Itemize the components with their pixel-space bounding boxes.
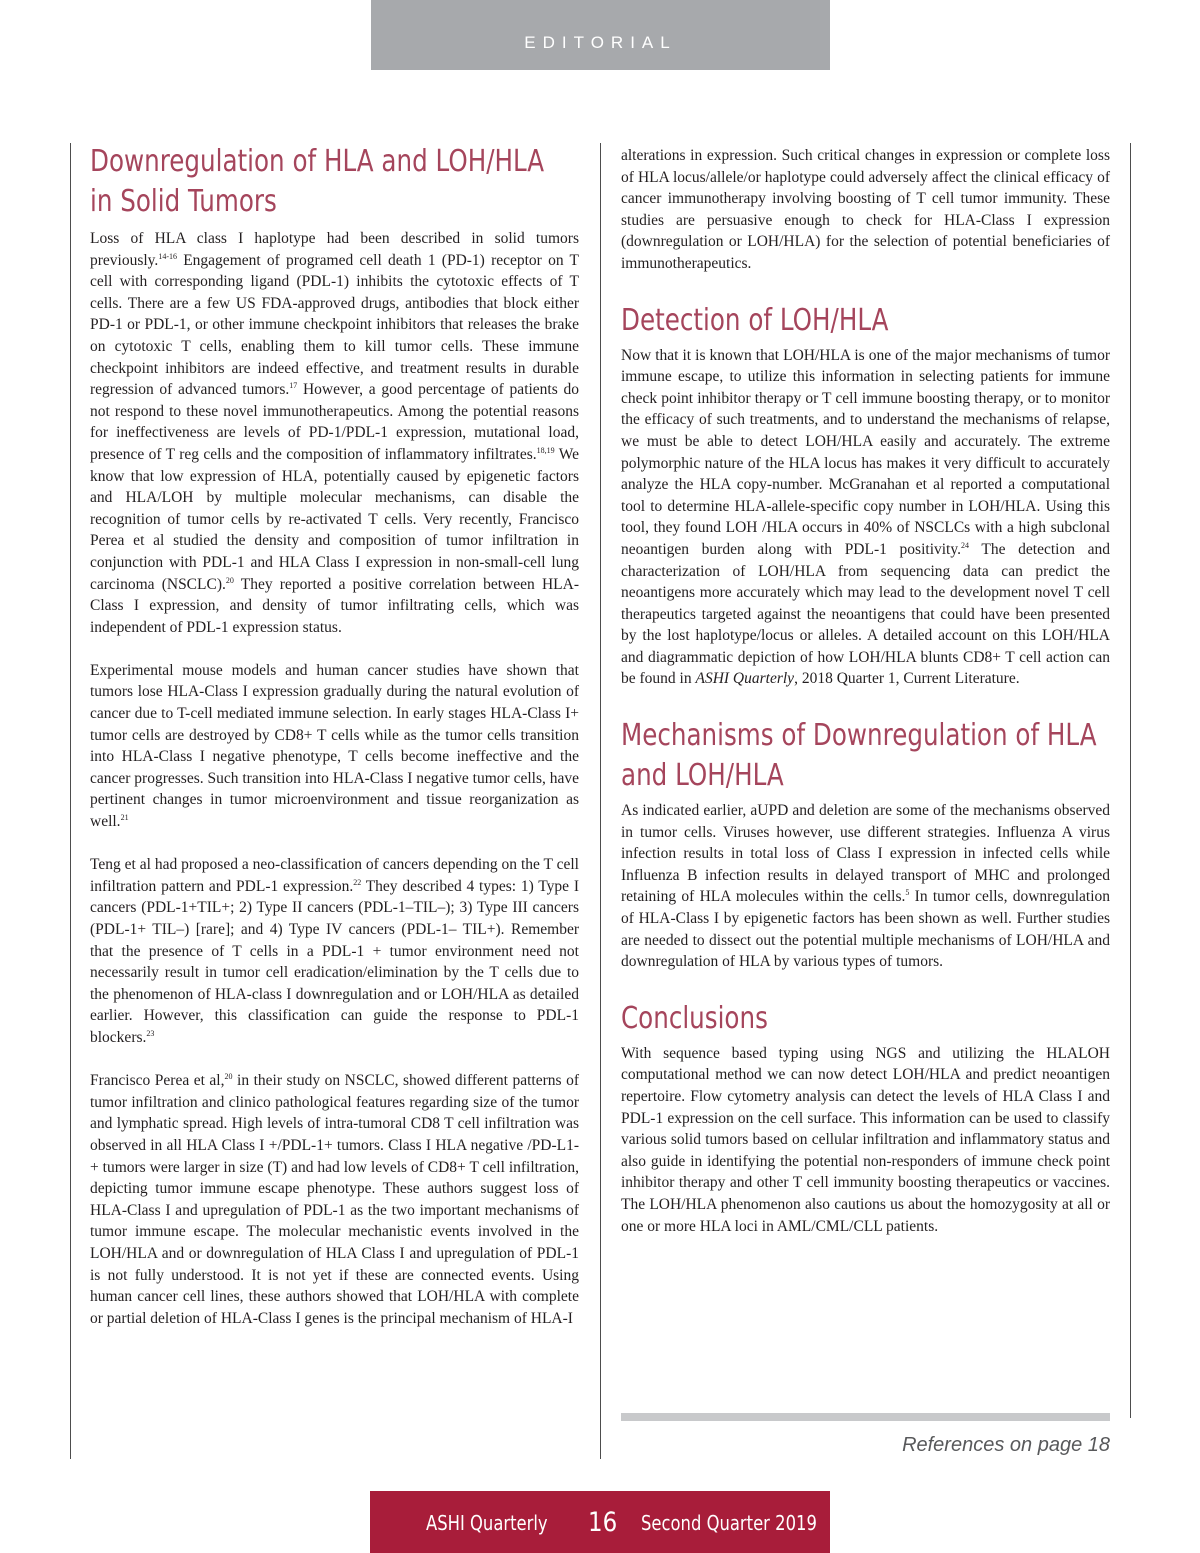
footer-issue: Second Quarter 2019	[641, 1511, 817, 1535]
heading-line: and LOH/HLA	[621, 758, 784, 794]
paragraph: Teng et al had proposed a neo-classification of cancers depending on the T cell infiltration pattern and PDL-1 expression.$^{22}$ They described 4 types: 1) Type I cancers (PDL-1+TIL+; 2) Type II cancers (PDL-1–TIL–); 3) Type III cancers (PDL-1+ TIL–) [rare]; and 4) Type IV cancers (PDL-1– TIL+). Remember that the presence of T cells in a PDL-1 + tumor environment need not necessarily result in tumor cell eradication/elimination by the T cells due to the phenomenon of HLA-class I downregulation and or LOH/HLA as detailed earlier. However, this classification can guide the response to PDL-1 blockers.$^{23}$	[90, 856, 579, 1046]
section-mechanisms	[621, 716, 1110, 973]
citation: 23	[146, 1028, 155, 1038]
heading-line: Mechanisms of Downregulation of HLA	[621, 718, 1097, 754]
right-column	[621, 145, 1110, 1237]
citation: 24	[960, 540, 969, 550]
citation: 20	[225, 575, 234, 585]
left-divider	[70, 143, 71, 1459]
section-heading-conclusions: Conclusions	[621, 1000, 768, 1036]
paragraph: Francisco Perea et al,$^{20}$ in their study on NSCLC, showed different patterns of tumor infiltration and clinico pathological features regarding size of the tumor and lymphatic spread. High levels of intra-tumoral CD8 T cell infiltration was observed in all HLA Class I +/PDL-1+ tumors. Class I HLA negative /PD-L1- + tumors were larger in size (T) and had low levels of CD8+ T cell infiltration, depicting tumor immune escape phenotype. These authors suggest loss of HLA-Class I and upregulation of PDL-1 as the two important mechanisms of tumor immune escape. The molecular mechanistic events involved in the LOH/HLA and or downregulation of HLA Class I and upregulation of PDL-1 is not fully understood. It is not yet if these are connected events. Using human cancer cell lines, these authors showed that LOH/HLA with complete or partial deletion of HLA-Class I genes is the principal mechanism of HLA-I	[90, 1072, 579, 1327]
section-heading-downregulation	[90, 142, 545, 222]
paragraph: Loss of HLA class I haplotype had been described in solid tumors previously.$^{14-16}$ Engagement of programed cell death 1 (PD-1) receptor on T cell with corresponding ligand (PDL-1) inhibits the cytotoxic effects of T cells. There are a few US FDA-approved drugs, antibodies that block either PD-1 or PDL-1, or other immune checkpoint inhibitors that releases the brake on cytotoxic T cells, enabling them to kill tumor cells. These immune checkpoint inhibitors are indeed effective, and treatment results in durable regression of advanced tumors.$^{17}$ However, a good percentage of patients do not respond to these novel immunotherapeutics. Among the potential reasons for ineffectiveness are levels of PD-1/PDL-1 expression, mutational load, presence of T reg cells and the composition of inflammatory infiltrates.$^{18,19}$ We know that low expression of HLA, potentially caused by epigenetic factors and HLA/LOH by multiple molecular mechanisms, can disable the recognition of tumor cells by re-activated T cells. Very recently, Francisco Perea et al studied the density and composition of tumor infiltration in conjunction with PDL-1 and HLA Class I expression in non-small-cell lung carcinoma (NSCLC).$^{20}$ They reported a positive correlation between HLA-Class I expression, and density of tumor infiltrating cells, which was independent of PDL-1 expression status.	[90, 230, 579, 636]
journal-name: ASHI Quarterly	[695, 670, 795, 688]
citation: 17	[289, 381, 298, 391]
heading-line: Downregulation of HLA and LOH/HLA	[90, 144, 545, 179]
citation: 20	[224, 1072, 233, 1082]
left-column	[90, 142, 579, 1329]
citation: 14-16	[158, 251, 177, 261]
middle-divider	[600, 143, 601, 1459]
page-footer	[370, 1491, 830, 1553]
citation: 18,19	[536, 445, 555, 455]
paragraph: Experimental mouse models and human cancer studies have shown that tumors lose HLA-Class I expression gradually during the natural evolution of cancer due to T-cell mediated immune selection. In early stages HLA-Class I+ tumor cells are destroyed by CD8+ T cells while as the tumor cells transition into HLA-Class I negative phenotype, T cells become ineffective and the cancer progresses. Such transition into HLA-Class I negative tumor cells, have pertinent changes in tumor microenvironment and tissue reorganization as well.$^{21}$	[90, 661, 579, 831]
heading-line: in Solid Tumors	[90, 184, 277, 219]
paragraph: As indicated earlier, aUPD and deletion are some of the mechanisms observed in tumor cells. Viruses however, use different strategies. Influenza A virus infection results in total loss of Class I expression in infected cells while Influenza B infection results in delayed transport of MHC and prolonged retaining of HLA molecules within the cells.$^5$ In tumor cells, downregulation of HLA-Class I by epigenetic factors has been shown as well. Further studies are needed to dissect out the potential multiple mechanisms of LOH/HLA and downregulation of HLA by various types of tumors.	[621, 802, 1111, 971]
references-divider	[621, 1413, 1110, 1421]
references-note: References on page 18	[902, 1434, 1110, 1456]
citation: 22	[353, 877, 362, 887]
paragraph: With sequence based typing using NGS and utilizing the HLALOH computational method we can now detect LOH/HLA and predict neoantigen repertoire. Flow cytometry analysis can detect the levels of HLA Class I and PDL-1 expression on the cell surface. This information can be used to classify various solid tumors based on cellular infiltration and inflammatory status and also guide in identifying the potential non-responders of immune check point inhibitor therapy and other T cell immunity boosting therapeutics or vaccines. The LOH/HLA phenomenon also cautions us about the homozygosity at all or one or more HLA loci in AML/CML/CLL patients.	[621, 1044, 1110, 1235]
right-divider	[1130, 143, 1131, 1418]
section-conclusions	[621, 999, 1110, 1237]
footer-journal: ASHI Quarterly	[426, 1511, 548, 1535]
paragraph: Now that it is known that LOH/HLA is one of the major mechanisms of tumor immune escape, to utilize this information in selecting patients for immune check point inhibitor therapy or T cell immune boosting therapy, or to monitor the efficacy of such treatments, and to understand the mechanisms of relapse, we must be able to detect LOH/HLA easily and accurately. The extreme polymorphic nature of the HLA locus has makes it very difficult to accurately analyze the HLA copy-number. McGranahan et al reported a computational tool to determine HLA-allele-specific copy number in LOH/HLA. Using this tool, they found LOH /HLA occurs in 40% of NSCLCs with a high subclonal neoantigen burden along with PDL-1 positivity.$^{24}$ The detection and characterization of LOH/HLA from sequencing data can predict the neoantigens more accurately which may lead to the development novel T cell therapeutics targeted against the neoantigens that could have been presented by the lost haplotype/locus or alleles. A detailed account on this LOH/HLA and diagrammatic depiction of how LOH/HLA blunts CD8+ T cell action can be found in ASHI Quarterly, 2018 Quarter 1, Current Literature.	[621, 346, 1110, 688]
section-detection	[621, 301, 1110, 691]
section-heading-mechanisms	[621, 716, 1097, 796]
section-banner	[371, 0, 830, 70]
section-heading-detection: Detection of LOH/HLA	[621, 302, 889, 338]
section-label: EDITORIAL	[524, 33, 677, 52]
citation: 21	[120, 813, 129, 823]
citation: 5	[905, 888, 910, 898]
page-number: 16	[588, 1507, 618, 1538]
paragraph-continued: alterations in expression. Such critical changes in expression or complete loss of HLA locus/allele/or haplotype could adversely affect the clinical efficacy of cancer immunotherapy involving boosting of T cell tumor immunity. These studies are persuasive enough to check for HLA-Class I expression (downregulation or LOH/HLA) for the selection of potential beneficiaries of immunotherapeutics.	[621, 147, 1110, 272]
